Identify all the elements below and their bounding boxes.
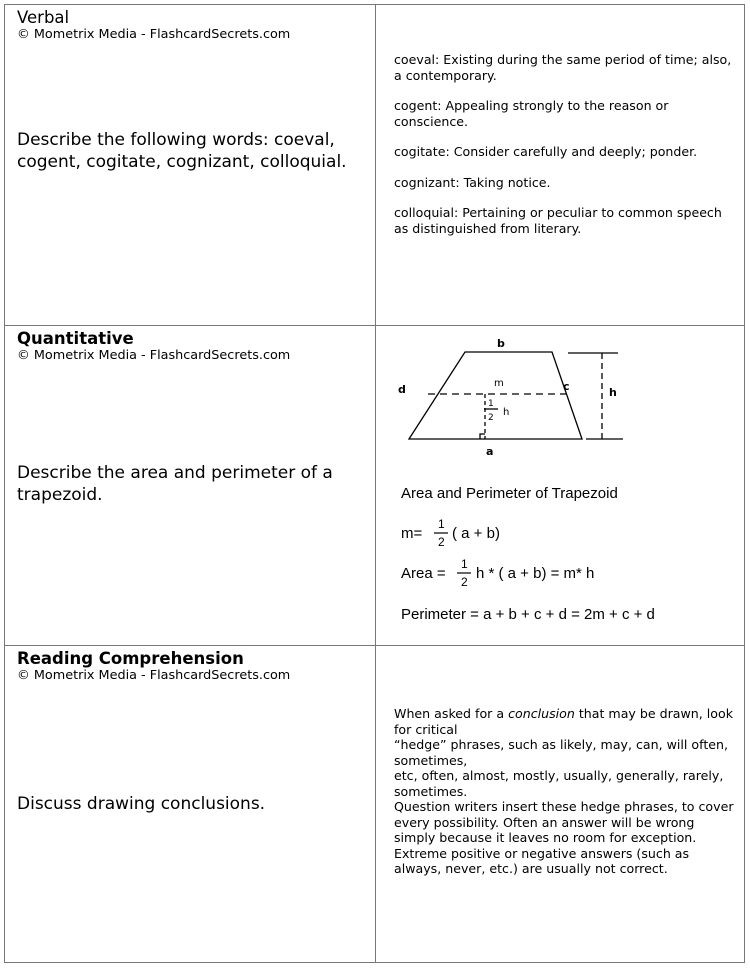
definition-cogitate: cogitate: Consider carefully and deeply; ponder. <box>394 144 698 159</box>
label-a: a <box>486 445 494 458</box>
definition-colloquial: colloquial: Pertaining or peculiar to common speech as distinguished from literary. <box>394 205 722 236</box>
category-title: Verbal <box>17 8 70 27</box>
label-h: h <box>609 386 617 399</box>
formula-area-frac-num: 1 <box>461 557 468 571</box>
formula-perimeter: Perimeter = a + b + c + d = 2m + c + d <box>401 606 655 623</box>
formula-area-rhs: h * ( a + b) = m* h <box>476 565 595 582</box>
trapezoid-shape <box>409 352 582 439</box>
label-half-numerator: 1 <box>488 399 494 409</box>
question-text: Describe the following words: coeval, cogent, cogitate, cognizant, colloquial. <box>17 130 347 172</box>
card-quantitative-answer <box>376 326 744 645</box>
card-quantitative-question <box>5 326 375 645</box>
formula-m-frac-num: 1 <box>438 517 445 531</box>
copyright: © Mometrix Media - FlashcardSecrets.com <box>17 27 291 42</box>
answer-line-4: Question writers insert these hedge phrases, to cover every possibility. Often an answer will be wrong simply because it leaves no room for exception. Extreme positive or negative answers (such as always, never, etc.) are usually not correct. <box>394 799 734 876</box>
definition-cognizant: cognizant: Taking notice. <box>394 174 551 190</box>
answer-line-1 <box>394 706 734 737</box>
formula-area-frac-den: 2 <box>461 575 468 589</box>
category-title: Reading Comprehension <box>17 649 244 668</box>
formula-area-lhs: Area = <box>401 565 446 582</box>
formula-m-lhs: m= <box>401 525 423 542</box>
copyright: © Mometrix Media - FlashcardSecrets.com <box>17 668 291 683</box>
definition-cogent: cogent: Appealing strongly to the reason or conscience. <box>394 98 669 129</box>
copyright: © Mometrix Media - FlashcardSecrets.com <box>17 348 291 363</box>
question-text: Describe the area and perimeter of a trapezoid. <box>17 463 333 505</box>
label-d: d <box>398 383 406 396</box>
label-m: m <box>494 378 504 389</box>
formula-heading: Area and Perimeter of Trapezoid <box>401 485 618 502</box>
trapezoid-diagram <box>376 326 744 645</box>
card-reading-answer <box>376 646 744 962</box>
answer-text <box>394 706 734 877</box>
answer-emphasis-conclusion: conclusion <box>508 706 575 721</box>
answer-line-1-start: When asked for a <box>394 706 509 721</box>
answer-text <box>394 52 734 251</box>
card-reading-question <box>5 646 375 962</box>
category-title: Quantitative <box>17 329 134 348</box>
flashcard-sheet <box>4 4 745 963</box>
label-half-h: h <box>503 407 510 418</box>
formula-m-rhs: ( a + b) <box>452 525 500 542</box>
card-verbal-question <box>5 5 375 325</box>
label-half-denominator: 2 <box>488 413 494 423</box>
answer-line-1-end: that may be drawn, look for critical <box>394 706 733 737</box>
formula-m-frac-den: 2 <box>438 535 445 549</box>
answer-line-2: “hedge” phrases, such as likely, may, can, will often, sometimes, <box>394 737 729 768</box>
right-angle-mark <box>480 434 485 439</box>
question-text: Discuss drawing conclusions. <box>17 794 266 814</box>
card-verbal-answer <box>376 5 744 325</box>
answer-line-3: etc, often, almost, mostly, usually, generally, rarely, sometimes. <box>394 768 724 799</box>
definition-coeval: coeval: Existing during the same period of time; also, a contemporary. <box>394 52 732 83</box>
label-c: c <box>563 380 570 393</box>
label-b: b <box>497 337 505 350</box>
